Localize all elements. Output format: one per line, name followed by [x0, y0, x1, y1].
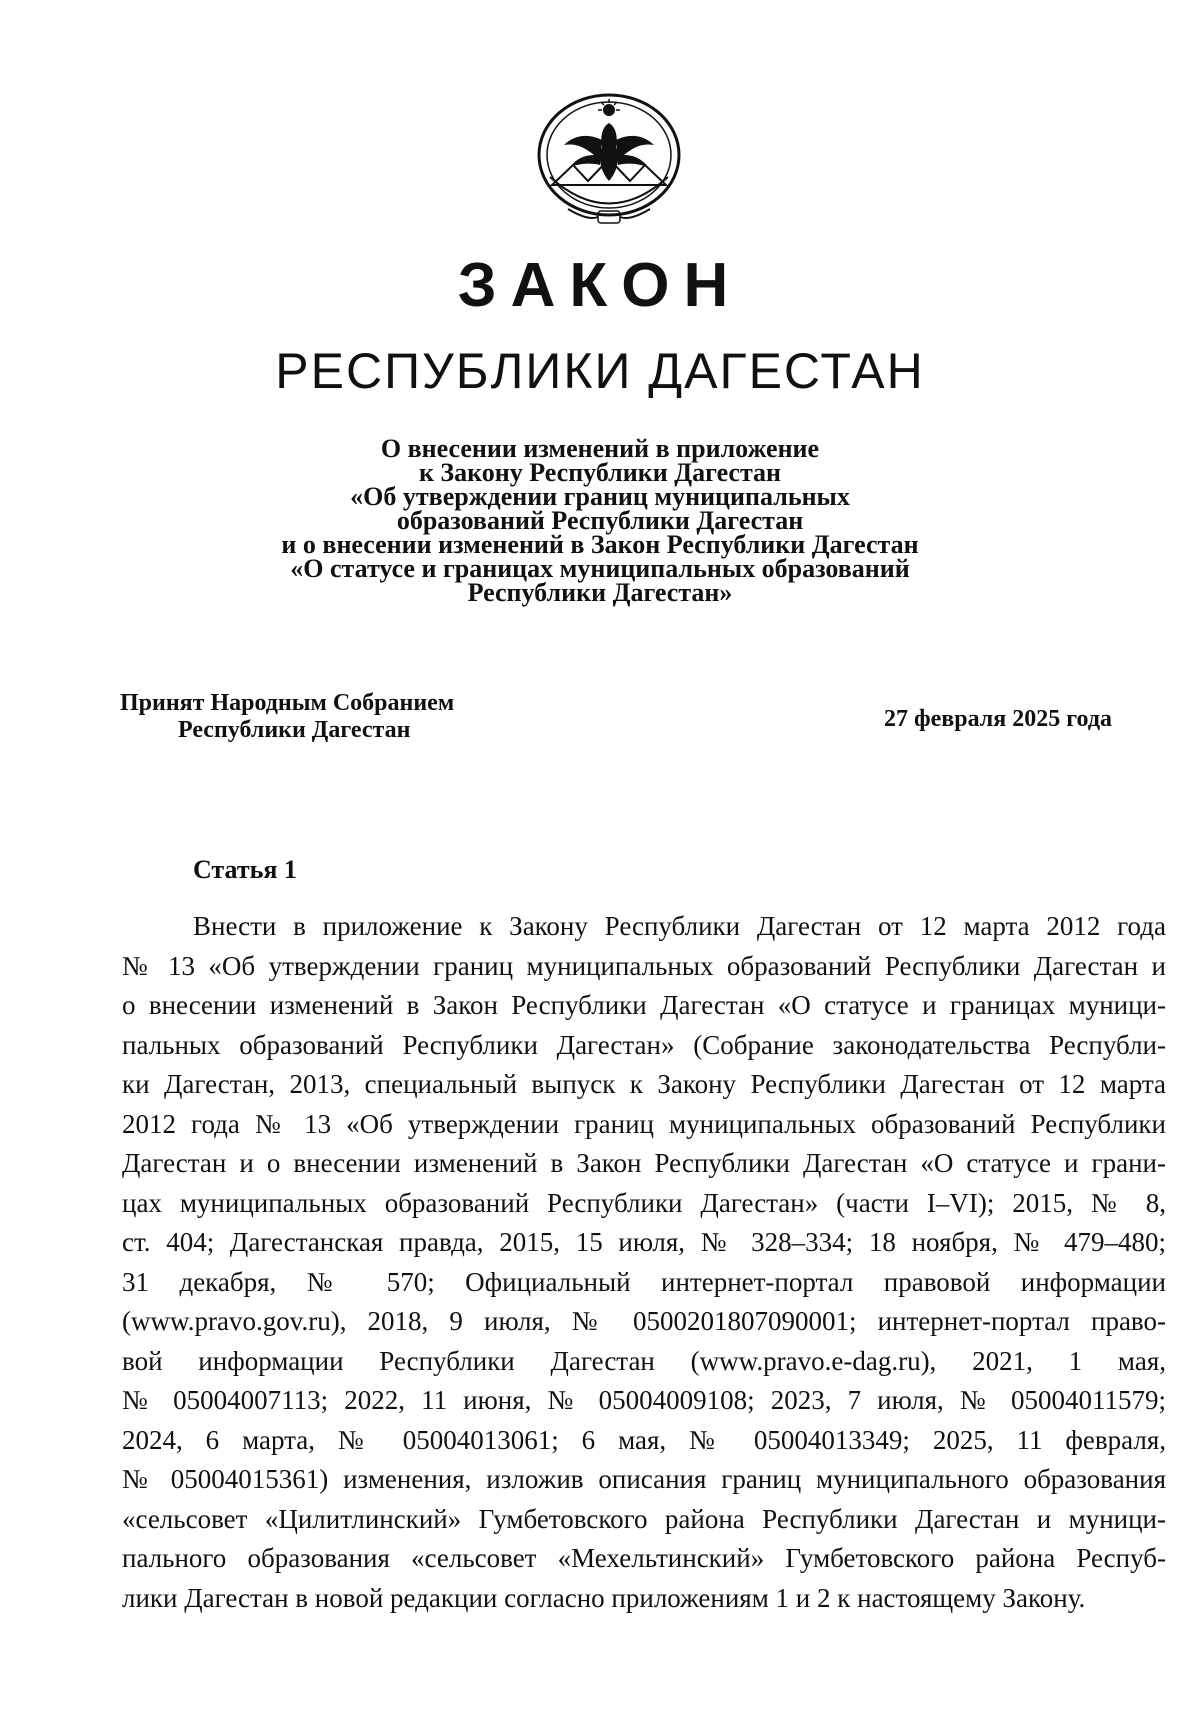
- article-title: Статья 1: [193, 855, 297, 884]
- article-line: «сельсовет «Цилитлинский» Гумбетовского района Республики Дагестан и муници-: [122, 1503, 1166, 1534]
- article-line: 31 декабря, № 570; Официальный интернет-портал правовой информации: [122, 1266, 1166, 1297]
- article-line: пального образования «сельсовет «Мехельтинский» Гумбетовского района Респуб-: [122, 1543, 1166, 1573]
- heading-line: образований Республики Дагестан: [396, 506, 804, 535]
- article-line: лики Дагестан в новой редакции согласно приложениям 1 и 2 к настоящему Закону.: [122, 1582, 1086, 1613]
- article-line: цах муниципальных образований Республики Дагестан» (части I–VI); 2015, № 8,: [122, 1187, 1166, 1218]
- article-line: о внесении изменений в Закон Республики Дагестан «О статусе и границах муници-: [122, 990, 1166, 1020]
- heading-line: О внесении изменений в приложение: [380, 434, 820, 463]
- article-line: пальных образований Республики Дагестан» (Собрание законодательства Республи-: [122, 1029, 1166, 1060]
- document-subtitle: РЕСПУБЛИКИ ДАГЕСТАН: [275, 343, 925, 399]
- article-line: № 13 «Об утверждении границ муниципальных образований Республики Дагестан и: [122, 950, 1166, 981]
- article-line: № 05004007113; 2022, 11 июня, № 05004009108; 2023, 7 июля, № 05004011579;: [122, 1385, 1166, 1415]
- adoption-line: Принят Народным Собранием: [120, 690, 455, 716]
- article-line: ки Дагестан, 2013, специальный выпуск к Закону Республики Дагестан от 12 марта: [122, 1069, 1166, 1099]
- article-line: Внести в приложение к Закону Республики Дагестан от 12 марта 2012 года: [193, 911, 1166, 941]
- heading-line: Республики Дагестан»: [467, 578, 733, 607]
- adoption-date: 27 февраля 2025 года: [884, 706, 1112, 732]
- adoption-line: Республики Дагестан: [178, 717, 411, 743]
- document-title: ЗАКОН: [457, 251, 743, 320]
- coat-of-arms-dagestan-icon: [528, 85, 690, 230]
- heading-line: «Об утверждении границ муниципальных: [350, 482, 850, 511]
- article-line: Дагестан и о внесении изменений в Закон Республики Дагестан «О статусе и грани-: [122, 1148, 1166, 1178]
- article-body: [122, 907, 1166, 1618]
- article-line: (www.pravo.gov.ru), 2018, 9 июля, № 0500201807090001; интернет-портал право-: [122, 1306, 1166, 1336]
- law-heading: [150, 434, 1050, 607]
- heading-line: к Закону Республики Дагестан: [418, 458, 782, 487]
- article-line: 2024, 6 марта, № 05004013061; 6 мая, № 05004013349; 2025, 11 февраля,: [122, 1424, 1166, 1455]
- article-line: ст. 404; Дагестанская правда, 2015, 15 июля, № 328–334; 18 ноября, № 479–480;: [122, 1227, 1166, 1257]
- article-line: вой информации Республики Дагестан (www.pravo.e-dag.ru), 2021, 1 мая,: [122, 1345, 1166, 1376]
- adoption-note: [120, 690, 500, 744]
- heading-line: и о внесении изменений в Закон Республики Дагестан: [281, 530, 919, 559]
- heading-line: «О статусе и границах муниципальных образований: [290, 554, 910, 583]
- article-line: № 05004015361) изменения, изложив описания границ муниципального образования: [122, 1464, 1166, 1494]
- article-line: 2012 года № 13 «Об утверждении границ муниципальных образований Республики: [122, 1108, 1166, 1139]
